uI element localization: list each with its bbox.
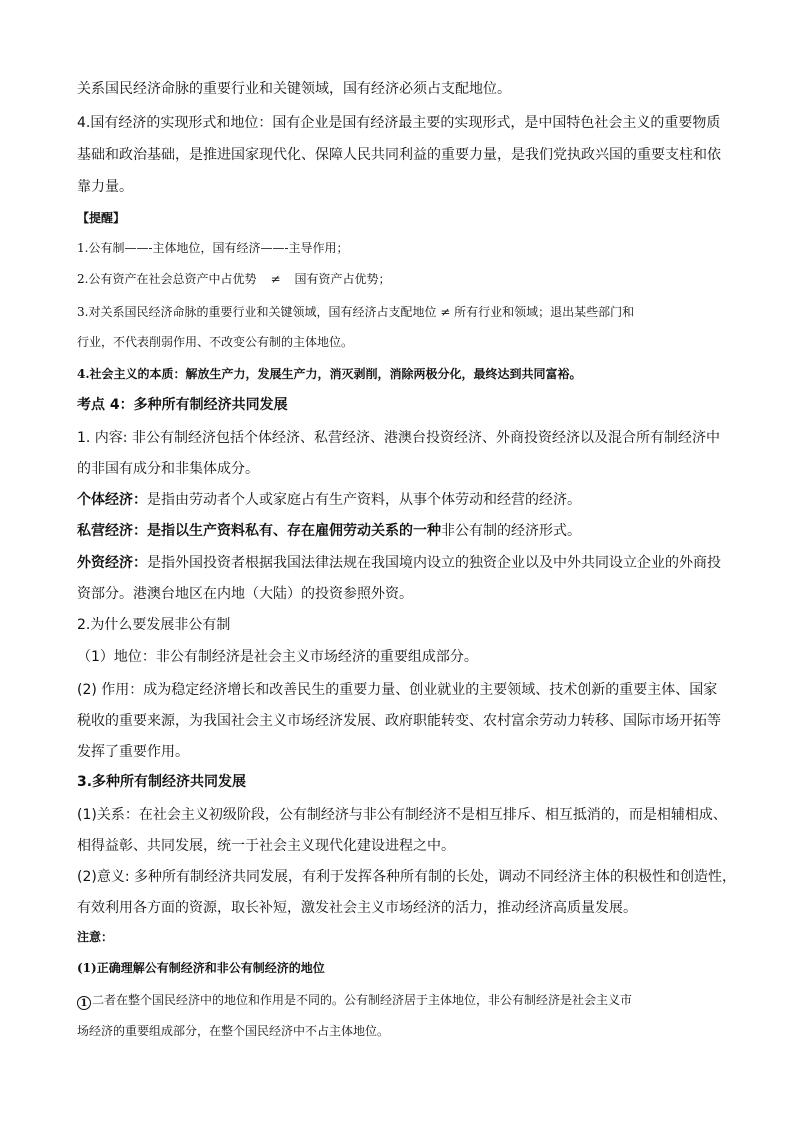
definition-text: 是指外国投资者根据我国法律法规在我国境内设立的独资企业以及中外共同设立企业的外商投 <box>147 555 721 571</box>
term-foreign-economy: 外资经济： <box>77 555 147 571</box>
reminder-item-2-left: 2.公有资产在社会总资产中占优势 <box>77 272 257 286</box>
content-line: 税收的重要来源，为我国社会主义市场经济发展、政府职能转变、农村富余劳动力转移、国际市场开拓等 <box>77 713 721 729</box>
note-line: 场经济的重要组成部分，在整个国民经济中不占主体地位。 <box>77 1024 390 1038</box>
note-text: 二者在整个国民经济中的地位和作用是不同的。公有制经济居于主体地位，非公有制经济是社会主义市 <box>92 993 633 1007</box>
socialism-essence-line: 4.社会主义的本质：解放生产力，发展生产力，消灭剥削，消除两极分化，最终达到共同富裕。 <box>77 367 582 381</box>
content-line: 1. 内容: 非公有制经济包括个体经济、私营经济、港澳台投资经济、外商投资经济以及混合所有制经济中 <box>77 430 720 446</box>
subheading-common-development: 3.多种所有制经济共同发展 <box>77 774 247 790</box>
subheading-why-develop: 2.为什么要发展非公有制 <box>77 617 231 633</box>
term-private-economy: 私营经济： <box>77 523 147 539</box>
term-individual-economy: 个体经济： <box>77 492 147 508</box>
section-heading-kaodian-4: 考点 4：多种所有制经济共同发展 <box>77 397 288 413</box>
note-line <box>77 990 727 1010</box>
individual-economy-line <box>77 490 727 510</box>
section-4-heading-line: 4.国有经济的实现形式和地位：国有企业是国有经济最主要的实现形式，是中国特色社会主义的重要物质 <box>77 115 721 131</box>
reminder-item-2 <box>77 269 727 289</box>
content-line: 的非国有成分和非集体成分。 <box>77 461 259 477</box>
reminder-heading: 【提醒】 <box>77 211 126 225</box>
content-line: 有效利用各方面的资源，取长补短，激发社会主义市场经济的活力，推动经济高质量发展。 <box>77 900 637 916</box>
content-line: （1）地位：非公有制经济是社会主义市场经济的重要组成部分。 <box>77 649 478 665</box>
content-line: 资部分。港澳台地区在内地（大陆）的投资参照外资。 <box>77 586 413 602</box>
not-equal-sign: ≠ <box>270 272 281 286</box>
paragraph-line: 关系国民经济命脉的重要行业和关键领域，国有经济必须占支配地位。 <box>77 81 511 97</box>
foreign-economy-line <box>77 553 727 573</box>
note-subheading: (1)正确理解公有制经济和非公有制经济的地位 <box>77 961 325 975</box>
definition-text-bold: 是指以生产资料私有、存在雇佣劳动关系的一种 <box>147 523 441 539</box>
content-line: (2) 作用：成为稳定经济增长和改善民生的重要力量、创业就业的主要领域、技术创新的重要主体、国家 <box>77 682 718 698</box>
reminder-item-3: 3.对关系国民经济命脉的重要行业和关键领域，国有经济占支配地位 ≠ 所有行业和领域；退出某些部门和 <box>77 305 635 319</box>
paragraph-line: 靠力量。 <box>77 179 133 195</box>
note-heading: 注意： <box>77 930 114 944</box>
content-line: 相得益彰、共同发展，统一于社会主义现代化建设进程之中。 <box>77 838 455 854</box>
reminder-item-2-right: 国有资产占优势； <box>294 272 391 286</box>
content-line: (2)意义: 多种所有制经济共同发展，有利于发挥各种所有制的长处，调动不同经济主体的积极性和创造性， <box>77 869 736 885</box>
private-economy-line <box>77 521 727 541</box>
content-line: 发挥了重要作用。 <box>77 744 189 760</box>
content-line: (1)关系：在社会主义初级阶段，公有制经济与非公有制经济不是相互排斥、相互抵消的，而是相辅相成、 <box>77 807 727 823</box>
definition-text: 是指由劳动者个人或家庭占有生产资料，从事个体劳动和经营的经济。 <box>147 492 581 508</box>
paragraph-line: 基础和政治基础，是推进国家现代化、保障人民共同利益的重要力量，是我们党执政兴国的重要支柱和依 <box>77 147 721 163</box>
reminder-item-3-cont: 行业，不代表削弱作用、不改变公有制的主体地位。 <box>77 335 354 349</box>
circled-number-1: 1 <box>77 996 91 1010</box>
definition-text: 非公有制的经济形式。 <box>441 523 581 539</box>
reminder-item-1: 1.公有制——-主体地位，国有经济——-主导作用； <box>77 241 349 255</box>
